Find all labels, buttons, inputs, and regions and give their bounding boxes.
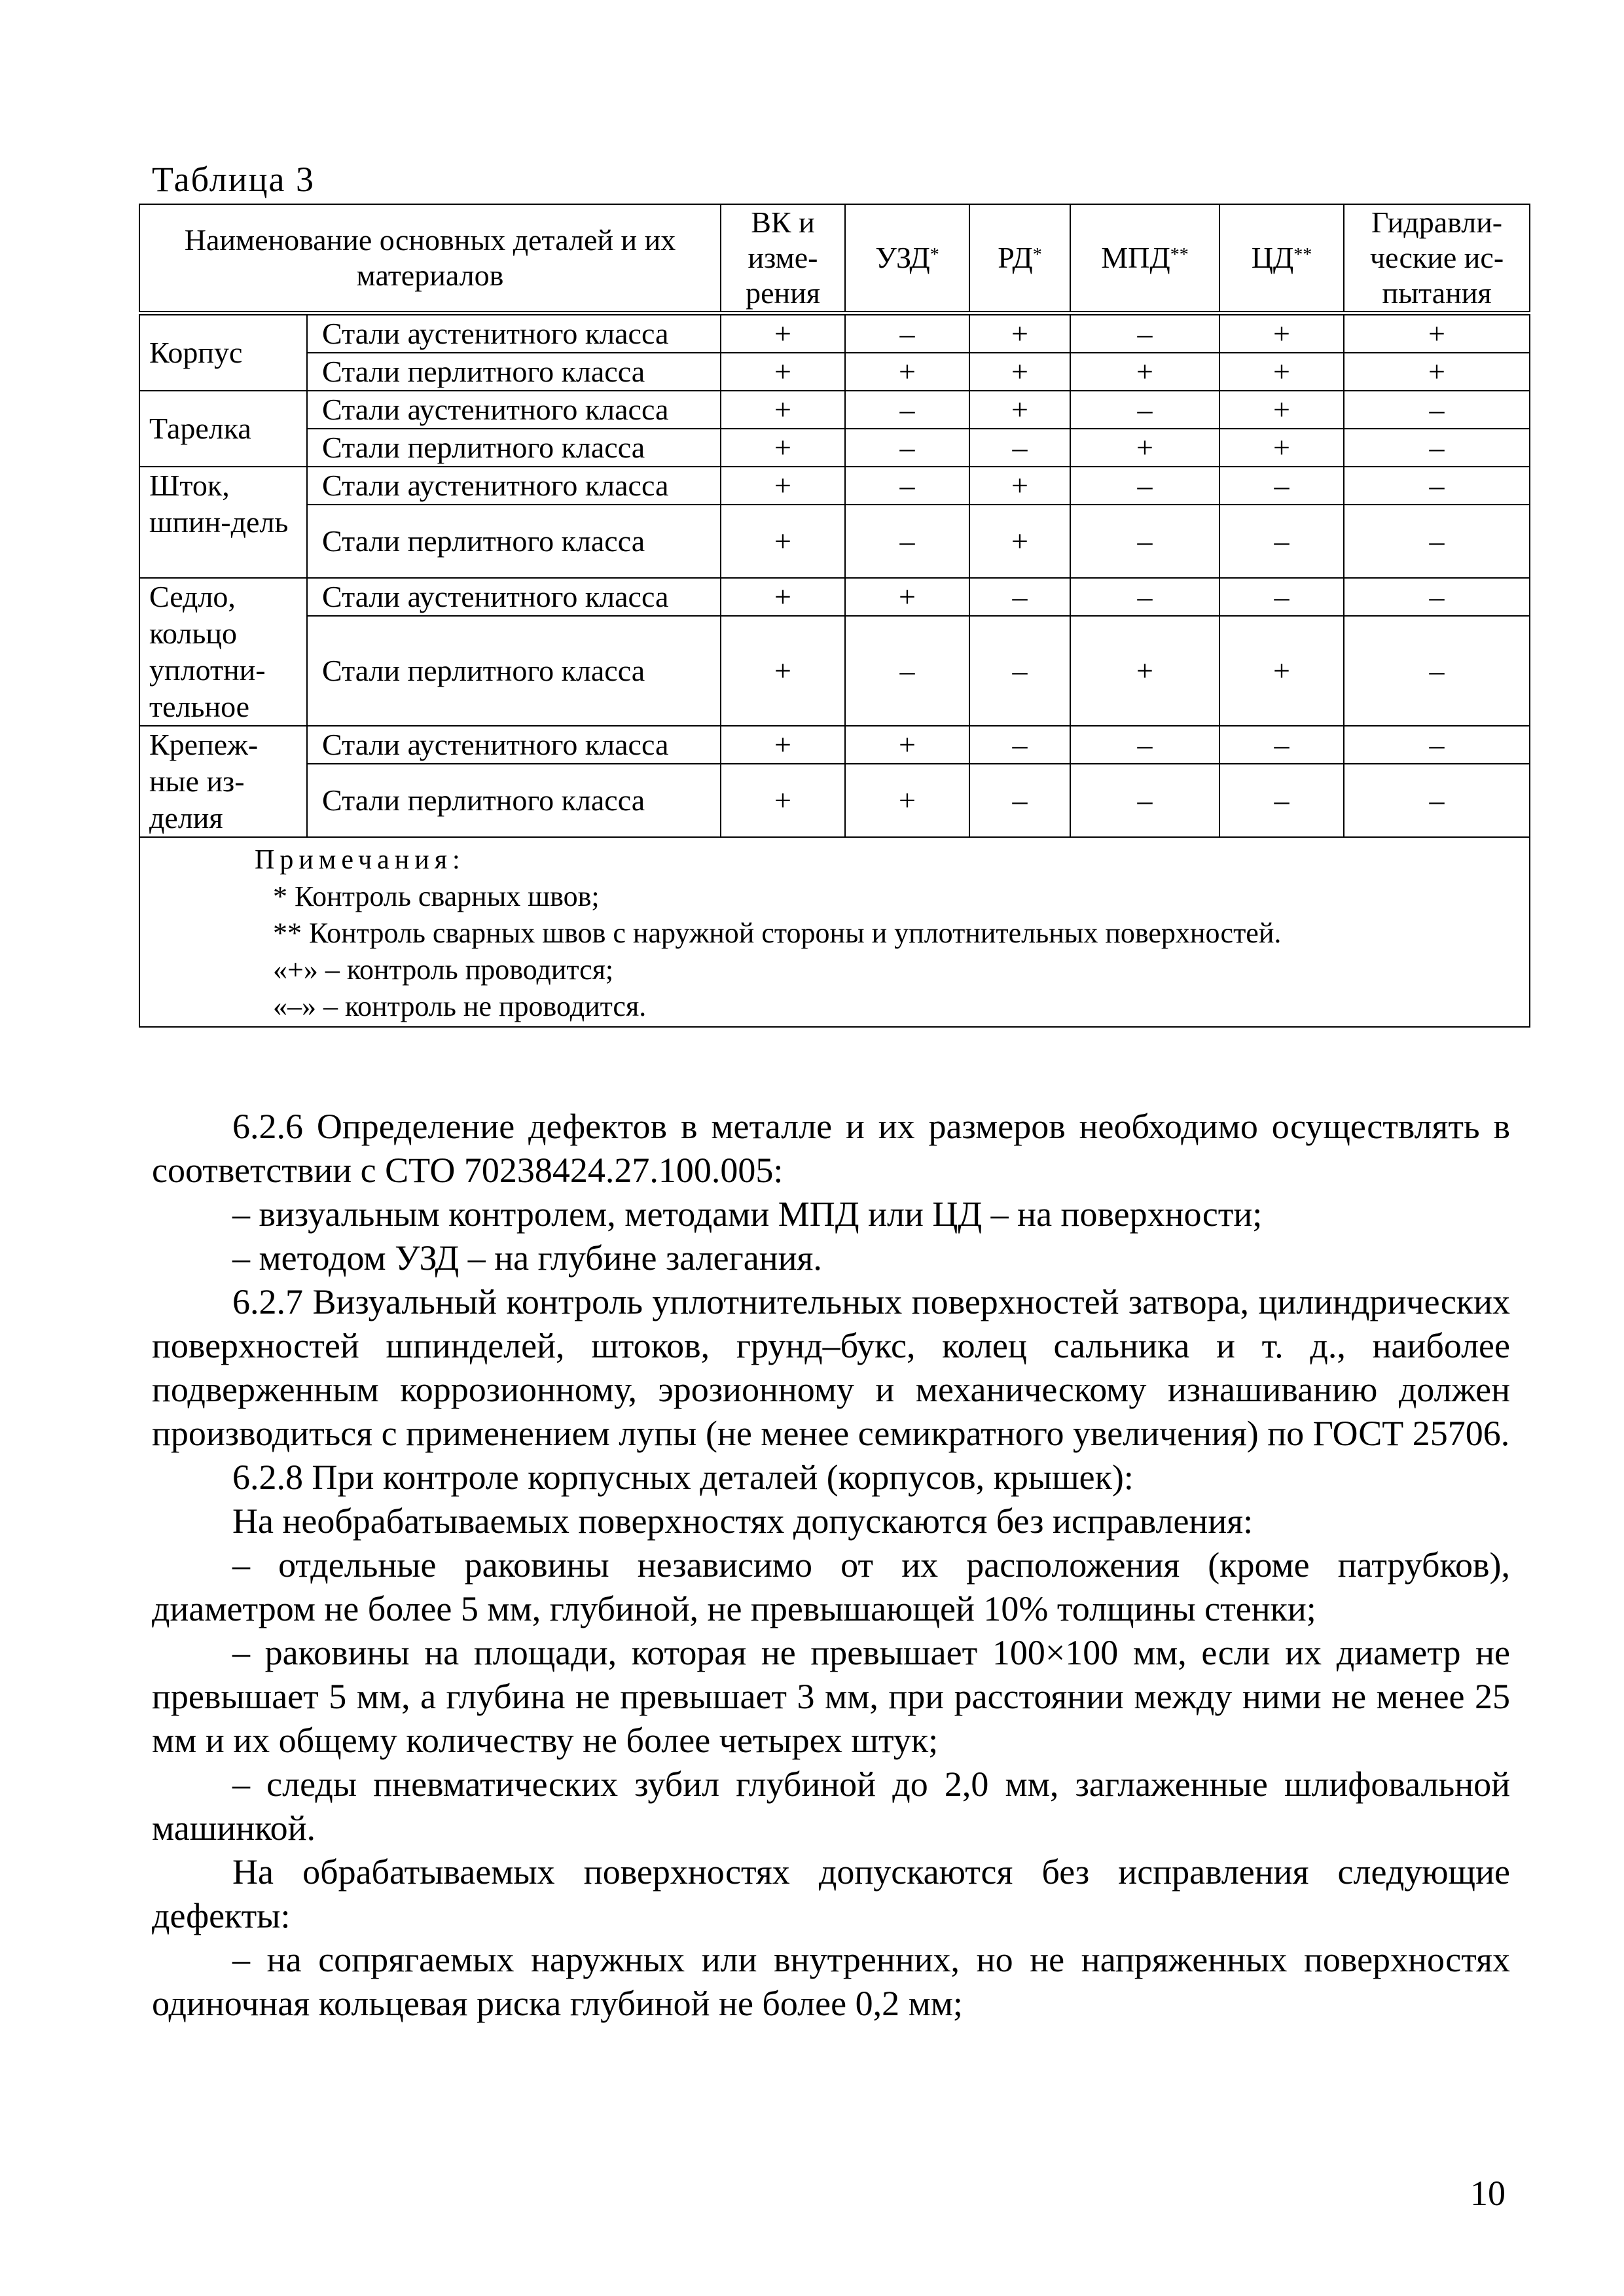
notes-row xyxy=(139,837,1530,1027)
mark-cell: – xyxy=(1344,429,1530,467)
note-line: * Контроль сварных швов; xyxy=(273,880,600,912)
mark-cell: + xyxy=(1219,429,1344,467)
mark-cell: – xyxy=(1070,578,1219,616)
paragraph: – на сопрягаемых наружных или внутренних, но не напряженных поверхностях одиночная кольцевая риска глубиной не более 0,2 мм; xyxy=(152,1940,1510,2023)
paragraph: – методом УЗД – на глубине залегания. xyxy=(232,1238,822,1278)
part-name-cell: Шток, шпин-дель xyxy=(139,467,307,578)
mark-cell: – xyxy=(1344,578,1530,616)
mark-cell: + xyxy=(969,353,1070,391)
paragraph: – раковины на площади, которая не превышает 100×100 мм, если их диаметр не превышает 5 мм, а глубина не превышает 3 мм, при расстоянии между ними не менее 25 мм и их общему количеству не более четырех штук; xyxy=(152,1633,1510,1760)
header-rd: РД* xyxy=(969,204,1070,314)
mark-cell: + xyxy=(1219,616,1344,726)
table-row xyxy=(139,764,1530,837)
mark-cell: + xyxy=(721,314,845,353)
table-header-row xyxy=(139,204,1530,314)
paragraph: 6.2.8 При контроле корпусных деталей (корпусов, крышек): xyxy=(232,1458,1134,1497)
mark-cell: + xyxy=(845,578,969,616)
mark-cell: + xyxy=(721,391,845,429)
mark-cell: + xyxy=(1070,353,1219,391)
mark-cell: + xyxy=(845,726,969,764)
mark-cell: + xyxy=(1070,616,1219,726)
mark-cell: + xyxy=(721,616,845,726)
paragraph: – отдельные раковины независимо от их расположения (кроме патрубков), диаметром не более 5 мм, глубиной, не превышающей 10% толщины стенки; xyxy=(152,1545,1510,1628)
mark-cell: – xyxy=(1070,314,1219,353)
table-row xyxy=(139,616,1530,726)
paragraph: – визуальным контролем, методами МПД или ЦД – на поверхности; xyxy=(232,1194,1263,1234)
material-cell: Стали аустенитного класса xyxy=(307,726,721,764)
material-cell: Стали аустенитного класса xyxy=(307,314,721,353)
note-line: «–» – контроль не проводится. xyxy=(273,990,647,1022)
mark-cell: – xyxy=(1219,467,1344,505)
header-mpd: МПД** xyxy=(1070,204,1219,314)
body-text xyxy=(152,1105,1510,2026)
mark-cell: + xyxy=(721,764,845,837)
part-name-cell: Крепеж-ные из-делия xyxy=(139,726,307,837)
material-cell: Стали перлитного класса xyxy=(307,616,721,726)
part-name-cell: Седло, кольцо уплотни-тельное xyxy=(139,578,307,726)
header-uzd: УЗД* xyxy=(845,204,969,314)
mark-cell: – xyxy=(1344,505,1530,578)
header-part-name: Наименование основных деталей и их материалов xyxy=(139,204,721,314)
mark-cell: – xyxy=(845,429,969,467)
mark-cell: – xyxy=(1070,726,1219,764)
header-hydraulic: Гидравли-ческие ис-пытания xyxy=(1344,204,1530,314)
inspection-table xyxy=(139,204,1530,1028)
paragraph: На обрабатываемых поверхностях допускаются без исправления следующие дефекты: xyxy=(152,1852,1510,1935)
material-cell: Стали аустенитного класса xyxy=(307,391,721,429)
material-cell: Стали аустенитного класса xyxy=(307,578,721,616)
mark-cell: – xyxy=(1344,391,1530,429)
mark-cell: – xyxy=(969,429,1070,467)
mark-cell: – xyxy=(1219,578,1344,616)
mark-cell: – xyxy=(969,726,1070,764)
mark-cell: + xyxy=(969,314,1070,353)
notes-title: Примечания: xyxy=(255,845,465,875)
mark-cell: – xyxy=(1070,764,1219,837)
header-cd: ЦД** xyxy=(1219,204,1344,314)
mark-cell: – xyxy=(1219,726,1344,764)
mark-cell: + xyxy=(969,505,1070,578)
table-row xyxy=(139,505,1530,578)
mark-cell: – xyxy=(1070,505,1219,578)
note-line: ** Контроль сварных швов с наружной стороны и уплотнительных поверхностей. xyxy=(273,917,1282,949)
mark-cell: + xyxy=(845,764,969,837)
mark-cell: + xyxy=(969,391,1070,429)
mark-cell: – xyxy=(845,616,969,726)
table-notes xyxy=(139,837,1530,1027)
mark-cell: – xyxy=(1344,467,1530,505)
material-cell: Стали перлитного класса xyxy=(307,429,721,467)
table-row xyxy=(139,467,1530,505)
mark-cell: + xyxy=(1219,391,1344,429)
mark-cell: – xyxy=(1219,505,1344,578)
table-row xyxy=(139,726,1530,764)
material-cell: Стали перлитного класса xyxy=(307,505,721,578)
table-row xyxy=(139,391,1530,429)
paragraph: – следы пневматических зубил глубиной до 2,0 мм, заглаженные шлифовальной машинкой. xyxy=(152,1765,1510,1848)
mark-cell: – xyxy=(845,314,969,353)
mark-cell: + xyxy=(1219,353,1344,391)
mark-cell: + xyxy=(1219,314,1344,353)
mark-cell: + xyxy=(721,578,845,616)
mark-cell: – xyxy=(1219,764,1344,837)
table-row xyxy=(139,429,1530,467)
table-row xyxy=(139,353,1530,391)
material-cell: Стали аустенитного класса xyxy=(307,467,721,505)
mark-cell: + xyxy=(969,467,1070,505)
mark-cell: + xyxy=(1344,314,1530,353)
mark-cell: + xyxy=(845,353,969,391)
mark-cell: + xyxy=(1070,429,1219,467)
mark-cell: – xyxy=(969,578,1070,616)
mark-cell: – xyxy=(1344,726,1530,764)
paragraph: 6.2.7 Визуальный контроль уплотнительных поверхностей затвора, цилиндрических поверхностей шпинделей, штоков, грунд–букс, колец сальника и т. д., наиболее подверженным коррозионному, эрозионному и механическому изнашиванию должен производиться с применением лупы (не менее семикратного увеличения) по ГОСТ 25706. xyxy=(152,1282,1510,1453)
paragraph: 6.2.6 Определение дефектов в металле и их размеров необходимо осуществлять в соответствии с СТО 70238424.27.100.005: xyxy=(152,1107,1510,1190)
mark-cell: – xyxy=(1070,391,1219,429)
paragraph: На необрабатываемых поверхностях допускаются без исправления: xyxy=(232,1501,1254,1541)
note-line: «+» – контроль проводится; xyxy=(273,954,614,986)
mark-cell: – xyxy=(845,505,969,578)
table-row xyxy=(139,578,1530,616)
mark-cell: + xyxy=(721,429,845,467)
mark-cell: – xyxy=(845,467,969,505)
mark-cell: – xyxy=(1344,764,1530,837)
mark-cell: – xyxy=(845,391,969,429)
header-vk: ВК и изме-рения xyxy=(721,204,845,314)
mark-cell: + xyxy=(721,726,845,764)
part-name-cell: Корпус xyxy=(139,314,307,391)
page-number: 10 xyxy=(1470,2174,1506,2213)
mark-cell: + xyxy=(721,505,845,578)
mark-cell: + xyxy=(721,353,845,391)
table-caption: Таблица 3 xyxy=(152,160,315,199)
material-cell: Стали перлитного класса xyxy=(307,764,721,837)
mark-cell: – xyxy=(969,764,1070,837)
mark-cell: – xyxy=(1070,467,1219,505)
material-cell: Стали перлитного класса xyxy=(307,353,721,391)
mark-cell: – xyxy=(1344,616,1530,726)
table-row xyxy=(139,314,1530,353)
mark-cell: – xyxy=(969,616,1070,726)
part-name-cell: Тарелка xyxy=(139,391,307,467)
mark-cell: + xyxy=(721,467,845,505)
mark-cell: + xyxy=(1344,353,1530,391)
